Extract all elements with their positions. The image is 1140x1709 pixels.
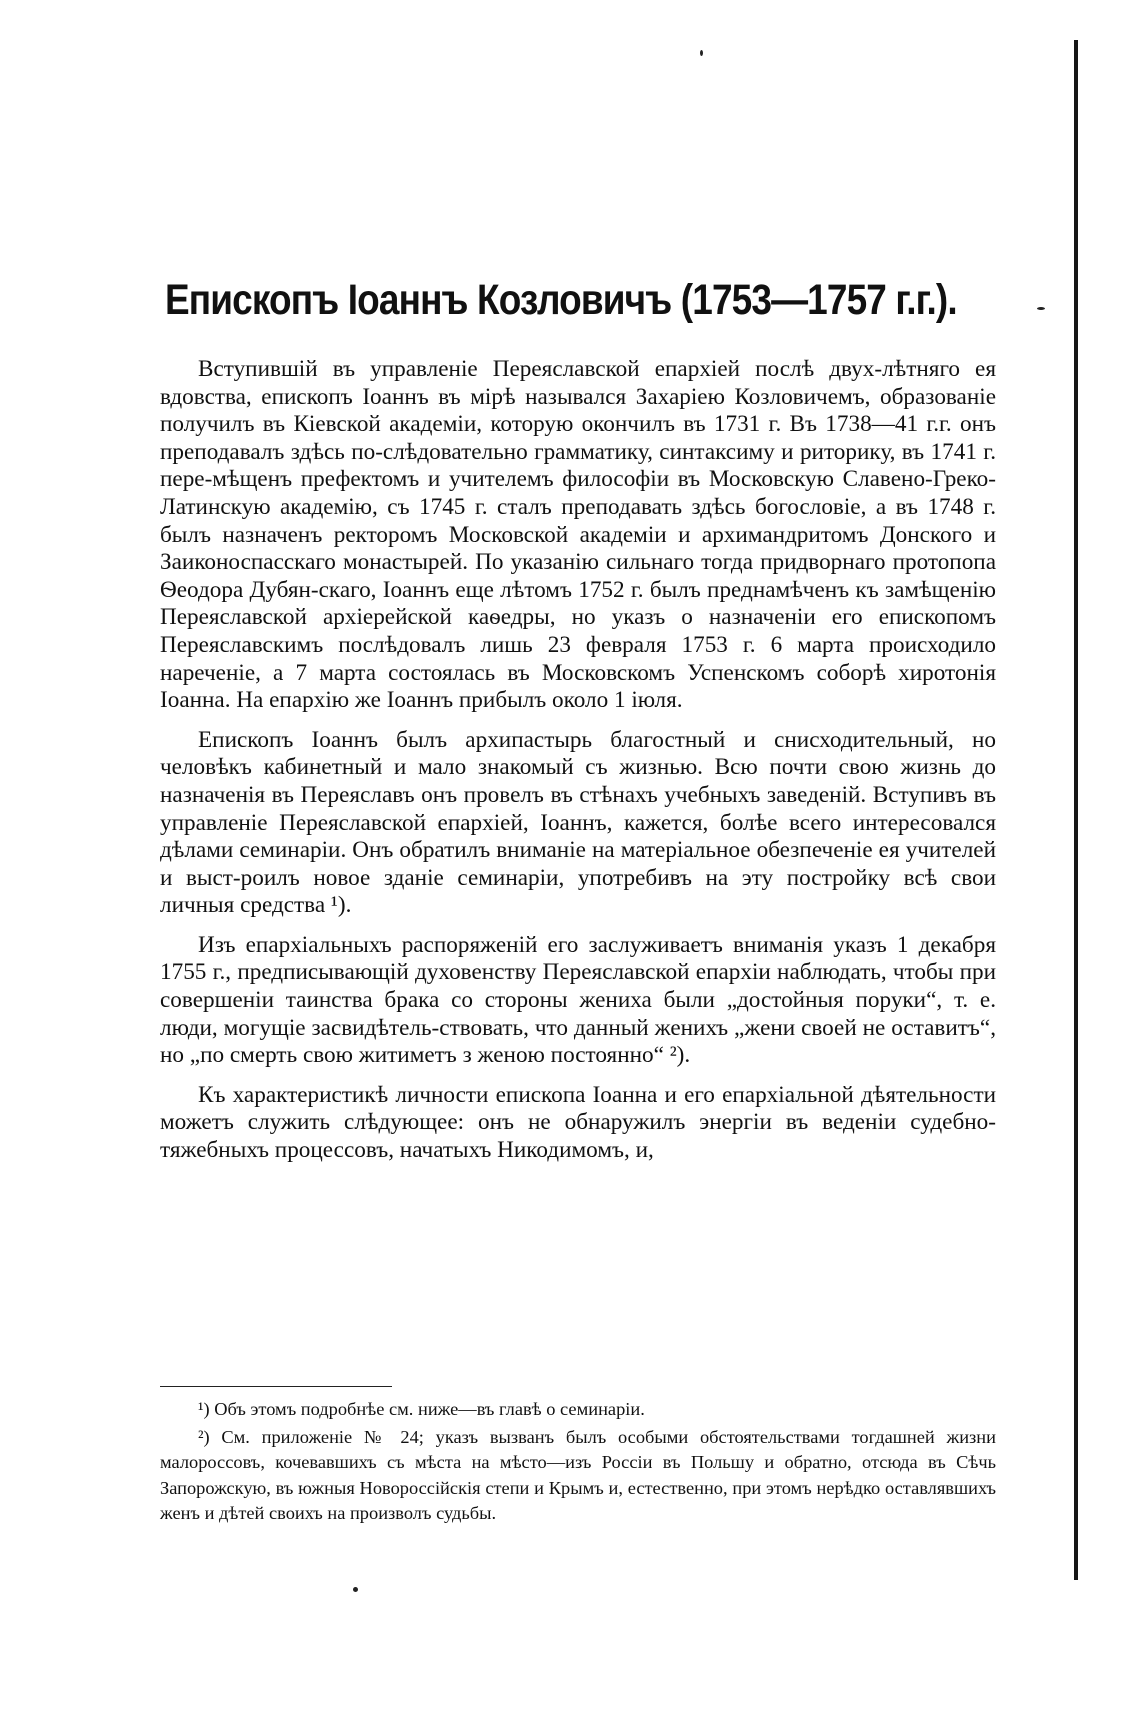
paragraph: Епископъ Іоаннъ былъ архипастырь благостный и снисходительный, но человѣкъ кабинетный и мало знакомый съ жизнью. Всю почти свою жизнь до назначенія въ Переяславъ онъ провелъ въ стѣнахъ учебныхъ заведеній. Вступивъ въ управленіе Переяславской епархіей, Іоаннъ, кажется, болѣе всего интересовался дѣлами семинаріи. Онъ обратилъ вниманіе на матеріальное обезпеченіе ея учителей и выст-роилъ новое зданіе семинаріи, употребивъ на эту постройку всѣ свои личныя средства ¹).: [160, 726, 996, 919]
page-title: Епископъ Іоаннъ Козловичъ (1753—1757 г.г.).: [165, 276, 957, 324]
scan-speck: [700, 50, 703, 56]
paragraph: Изъ епархіальныхъ распоряженій его заслуживаетъ вниманія указъ 1 декабря 1755 г., предписывающій духовенству Переяславской епархіи наблюдать, чтобы при совершеніи таинства брака со стороны жениха были „достойныя поруки“, т. е. люди, могущіе засвидѣтель-ствовать, что данный женихъ „жени своей не оставитъ“, но „по смерть свою житиметъ з женою постоянно“ ²).: [160, 931, 996, 1069]
footnote-divider: [160, 1386, 392, 1387]
scan-speck: [1037, 307, 1045, 310]
footnote: ¹) Объ этомъ подробнѣе см. ниже—въ главѣ о семинаріи.: [198, 1399, 645, 1419]
scan-speck: [353, 1587, 358, 1592]
footnotes: [160, 1397, 996, 1529]
main-text: [160, 356, 996, 1177]
paragraph: Къ характеристикѣ личности епископа Іоанна и его епархіальной дѣятельности можетъ служить слѣдующее: онъ не обнаружилъ энергіи въ веденіи судебно-тяжебныхъ процессовъ, начатыхъ Никодимомъ, и,: [160, 1081, 996, 1164]
scan-edge-border: [1074, 40, 1078, 1580]
paragraph: Вступившій въ управленіе Переяславской епархіей послѣ двух-лѣтняго ея вдовства, епископъ Іоаннъ въ мірѣ назывался Захаріею Козловичемъ, образованіе получилъ въ Кіевской академіи, которую окончилъ въ 1731 г. Въ 1738—41 г.г. онъ преподавалъ здѣсь по-слѣдовательно грамматику, синтаксиму и риторику, въ 1741 г. пере-мѣщенъ префектомъ и учителемъ философіи въ Московскую Славено-Греко-Латинскую академію, съ 1745 г. сталъ преподавать здѣсь богословіе, а въ 1748 г. былъ назначенъ ректоромъ Московской академіи и архимандритомъ Донского и Заиконоспасскаго монастырей. По указанію сильнаго тогда придворнаго протопопа Ѳеодора Дубян-скаго, Іоаннъ еще лѣтомъ 1752 г. былъ преднамѣченъ къ замѣщенію Переяславской архіерейской каѳедры, но указъ о назначеніи его епископомъ Переяславскимъ послѣдовалъ лишь 23 февраля 1753 г. 6 марта происходило нареченіе, а 7 марта состоялась въ Московскомъ Успенскомъ соборѣ хиротонія Іоанна. На епархію же Іоаннъ прибылъ около 1 іюля.: [160, 356, 996, 714]
footnote: ²) См. приложеніе № 24; указъ вызванъ былъ особыми обстоятельствами тогдашней жизни малороссовъ, кочевавшихъ съ мѣста на мѣсто—изъ Россіи въ Польшу и обратно, отсюда въ Сѣчь Запорожскую, въ южныя Новороссійскія степи и Крымъ и, естественно, при этомъ нерѣдко оставлявшихъ женъ и дѣтей своихъ на произволъ судьбы.: [160, 1426, 996, 1523]
